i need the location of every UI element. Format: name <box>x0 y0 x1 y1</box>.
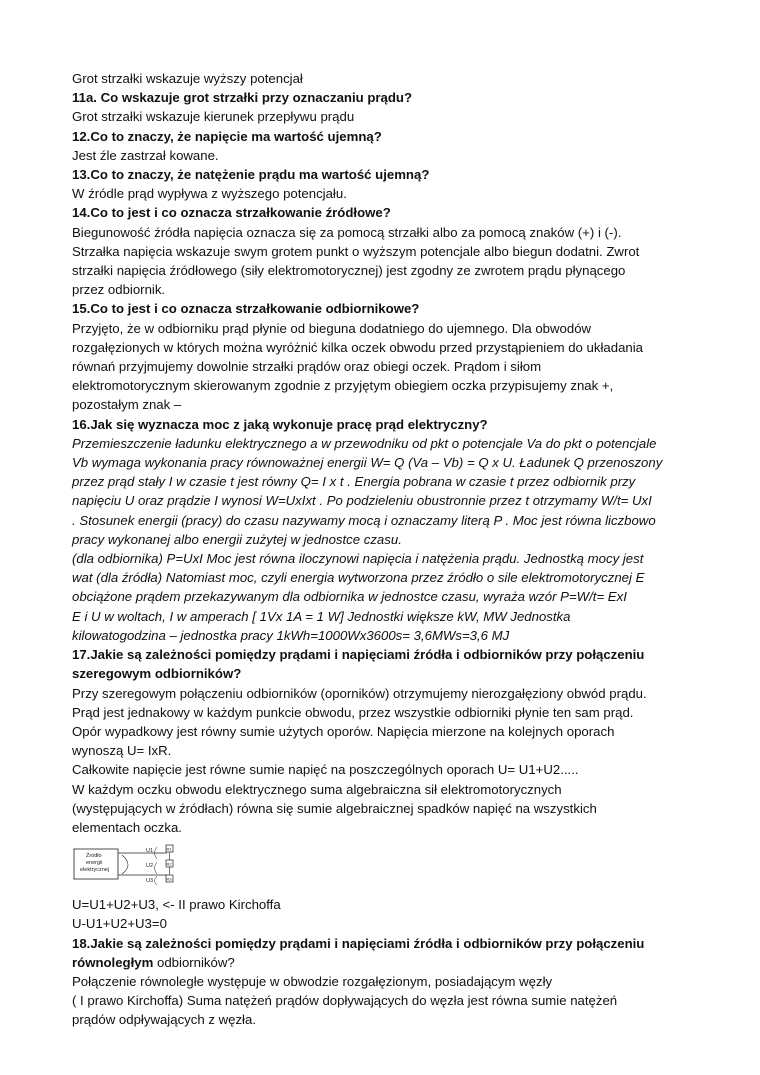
after-line: U=U1+U2+U3, <- II prawo Kirchoffa <box>72 897 281 913</box>
before-line: Grot strzałki wskazuje kierunek przepływu prądu <box>72 109 355 125</box>
before-line: Przyjęto, że w odbiorniku prąd płynie od bieguna dodatniego do ujemnego. Dla obwodów <box>72 320 592 336</box>
before-line: W każdym oczku obwodu elektrycznego suma algebraiczna sił elektromotorycznych <box>72 781 562 797</box>
after-line: ( I prawo Kirchoffa) Suma natężeń prądów dopływających do węzła jest równa sumie natężeń <box>72 993 618 1009</box>
before-line: Opór wypadkowy jest równy sumie użytych oporów. Napięcia mierzone na kolejnych oporach <box>72 723 615 739</box>
before-line: 12.Co to znaczy, że napięcie ma wartość ujemną? <box>72 128 382 144</box>
before-line: 13.Co to znaczy, że natężenie prądu ma wartość ujemną? <box>72 167 430 183</box>
circuit-figure <box>72 841 182 895</box>
before-line: przez odbiornik. <box>72 282 166 298</box>
after-line: 18.Jakie są zależności pomiędzy prądami i napięciami źródła i odbiorników przy połączeniu <box>72 935 645 951</box>
before-line: przez prąd stały I w czasie t jest równy Q= I x t . Energia pobrana w czasie t przez odbiornik przy <box>72 474 636 490</box>
before-line: Strzałka napięcia wskazuje swym grotem punkt o wyższym potencjale albo biegun dodatni. Zwrot <box>72 243 640 259</box>
voltage-arrow-u <box>122 855 128 874</box>
after-line <box>72 953 702 972</box>
before-line: Vb wymaga wykonania pracy równoważnej energii W= Q (Va – Vb) = Q x U. Ładunek Q przenoszony <box>72 455 663 471</box>
source-label-line-1: Źródło <box>86 853 102 860</box>
before-line: Grot strzałki wskazuje wyższy potencjał <box>72 71 303 86</box>
before-line: 15.Co to jest i co oznacza strzałkowanie odbiornikowe? <box>72 301 420 317</box>
before-line: równań przyjmujemy dowolnie strzałki prądów oraz obiegi oczek. Prądom i siłom <box>72 359 542 375</box>
before-line: wynoszą U= IxR. <box>72 743 172 759</box>
before-line: kilowatogodzina – jednostka pracy 1kWh=1000Wx3600s= 3,6MWs=3,6 MJ <box>72 627 510 643</box>
before-line: 11a. Co wskazuje grot strzałki przy oznaczaniu prądu? <box>72 90 413 106</box>
before-line: 17.Jakie są zależności pomiędzy prądami i napięciami źródła i odbiorników przy połączeniu <box>72 647 645 663</box>
before-line: Przemieszczenie ładunku elektrycznego a w przewodniku od pkt o potencjale Va do pkt o potencjale <box>72 435 657 451</box>
before-line: Prąd jest jednakowy w każdym punkcie obwodu, przez wszystkie odbiorniki płynie ten sam prąd. <box>72 704 634 720</box>
before-line: W źródle prąd wypływa z wyższego potencjału. <box>72 186 347 202</box>
series-circuit-diagram <box>72 841 702 895</box>
label-r1: R1 <box>166 846 172 852</box>
after-line: Połączenie równoległe występuje w obwodzie rozgałęzionym, posiadającym węzły <box>72 973 553 989</box>
after-line: prądów odpływających z węzła. <box>72 1012 256 1028</box>
before-line: szeregowym odbiorników? <box>72 666 242 682</box>
before-line: napięciu U oraz prądzie I wynosi W=UxIxt . Po podzieleniu obustronnie przez t otrzymamy W/t= UxI <box>72 493 652 509</box>
before-line: elektromotorycznym skierowanym zgodnie z przyjętym obiegiem oczka przypisujemy znak +, <box>72 378 614 394</box>
before-line: elementach oczka. <box>72 819 182 835</box>
before-line: Jest źle zastrzał kowane. <box>72 147 219 163</box>
label-u3: U3 <box>146 878 154 885</box>
before-line: rozgałęzionych w których można wyróżnić kilka oczek obwodu przed przystąpieniem do układania <box>72 339 644 355</box>
before-line: wat (dla źródła) Natomiast moc, czyli energia wytworzona przez źródło o sile elektromotorycznej E <box>72 570 645 586</box>
source-label-line-3: elektrycznej <box>80 867 110 874</box>
source-label-line-2: energii <box>86 860 103 867</box>
text-span: równoległym <box>72 954 154 970</box>
before-line: Biegunowość źródła napięcia oznacza się za pomocą strzałki albo za pomocą znaków (+) i (-). <box>72 224 622 240</box>
label-u1: U1 <box>146 848 154 855</box>
before-line: 14.Co to jest i co oznacza strzałkowanie źródłowe? <box>72 205 391 221</box>
after-line: U-U1+U2+U3=0 <box>72 916 167 932</box>
before-line: 16.Jak się wyznacza moc z jaką wykonuje pracę prąd elektryczny? <box>72 416 488 432</box>
before-line: strzałki napięcia źródłowego (siły elektromotorycznej) jest zgodny ze zwrotem prądu płynącego <box>72 263 626 279</box>
text-span: odbiorników? <box>153 954 235 970</box>
before-line: Przy szeregowym połączeniu odbiorników (oporników) otrzymujemy nierozgałęziony obwód prądu. <box>72 685 647 701</box>
before-line: Całkowite napięcie jest równe sumie napięć na poszczególnych oporach U= U1+U2..... <box>72 762 579 778</box>
label-r2: R2 <box>166 861 172 867</box>
before-line: obciążone prądem przekazywanym dla odbiornika w jednostce czasu, wyraża wzór P=W/t= ExI <box>72 589 627 605</box>
before-line: (występujących w źródłach) równa się sumie algebraicznej spadków napięć na wszystkich <box>72 800 597 816</box>
label-u2: U2 <box>146 863 154 870</box>
text-block-questions <box>72 69 702 837</box>
before-line: pracy wykonanej albo energii zużytej w jednostce czasu. <box>72 531 402 547</box>
label-r3: R3 <box>166 876 172 882</box>
before-line: pozostałym znak – <box>72 397 182 413</box>
document-page <box>72 69 702 1030</box>
before-line: E i U w woltach, I w amperach [ 1Vx 1A = 1 W] Jednostki większe kW, MW Jednostka <box>72 608 571 624</box>
before-line: (dla odbiornika) P=UxI Moc jest równa iloczynowi napięcia i natężenia prądu. Jednostką mocy jest <box>72 551 644 567</box>
before-line: . Stosunek energii (pracy) do czasu nazywamy mocą i oznaczamy literą P . Moc jest równa liczbowo <box>72 512 656 528</box>
text-block-after-diagram <box>72 895 702 1029</box>
